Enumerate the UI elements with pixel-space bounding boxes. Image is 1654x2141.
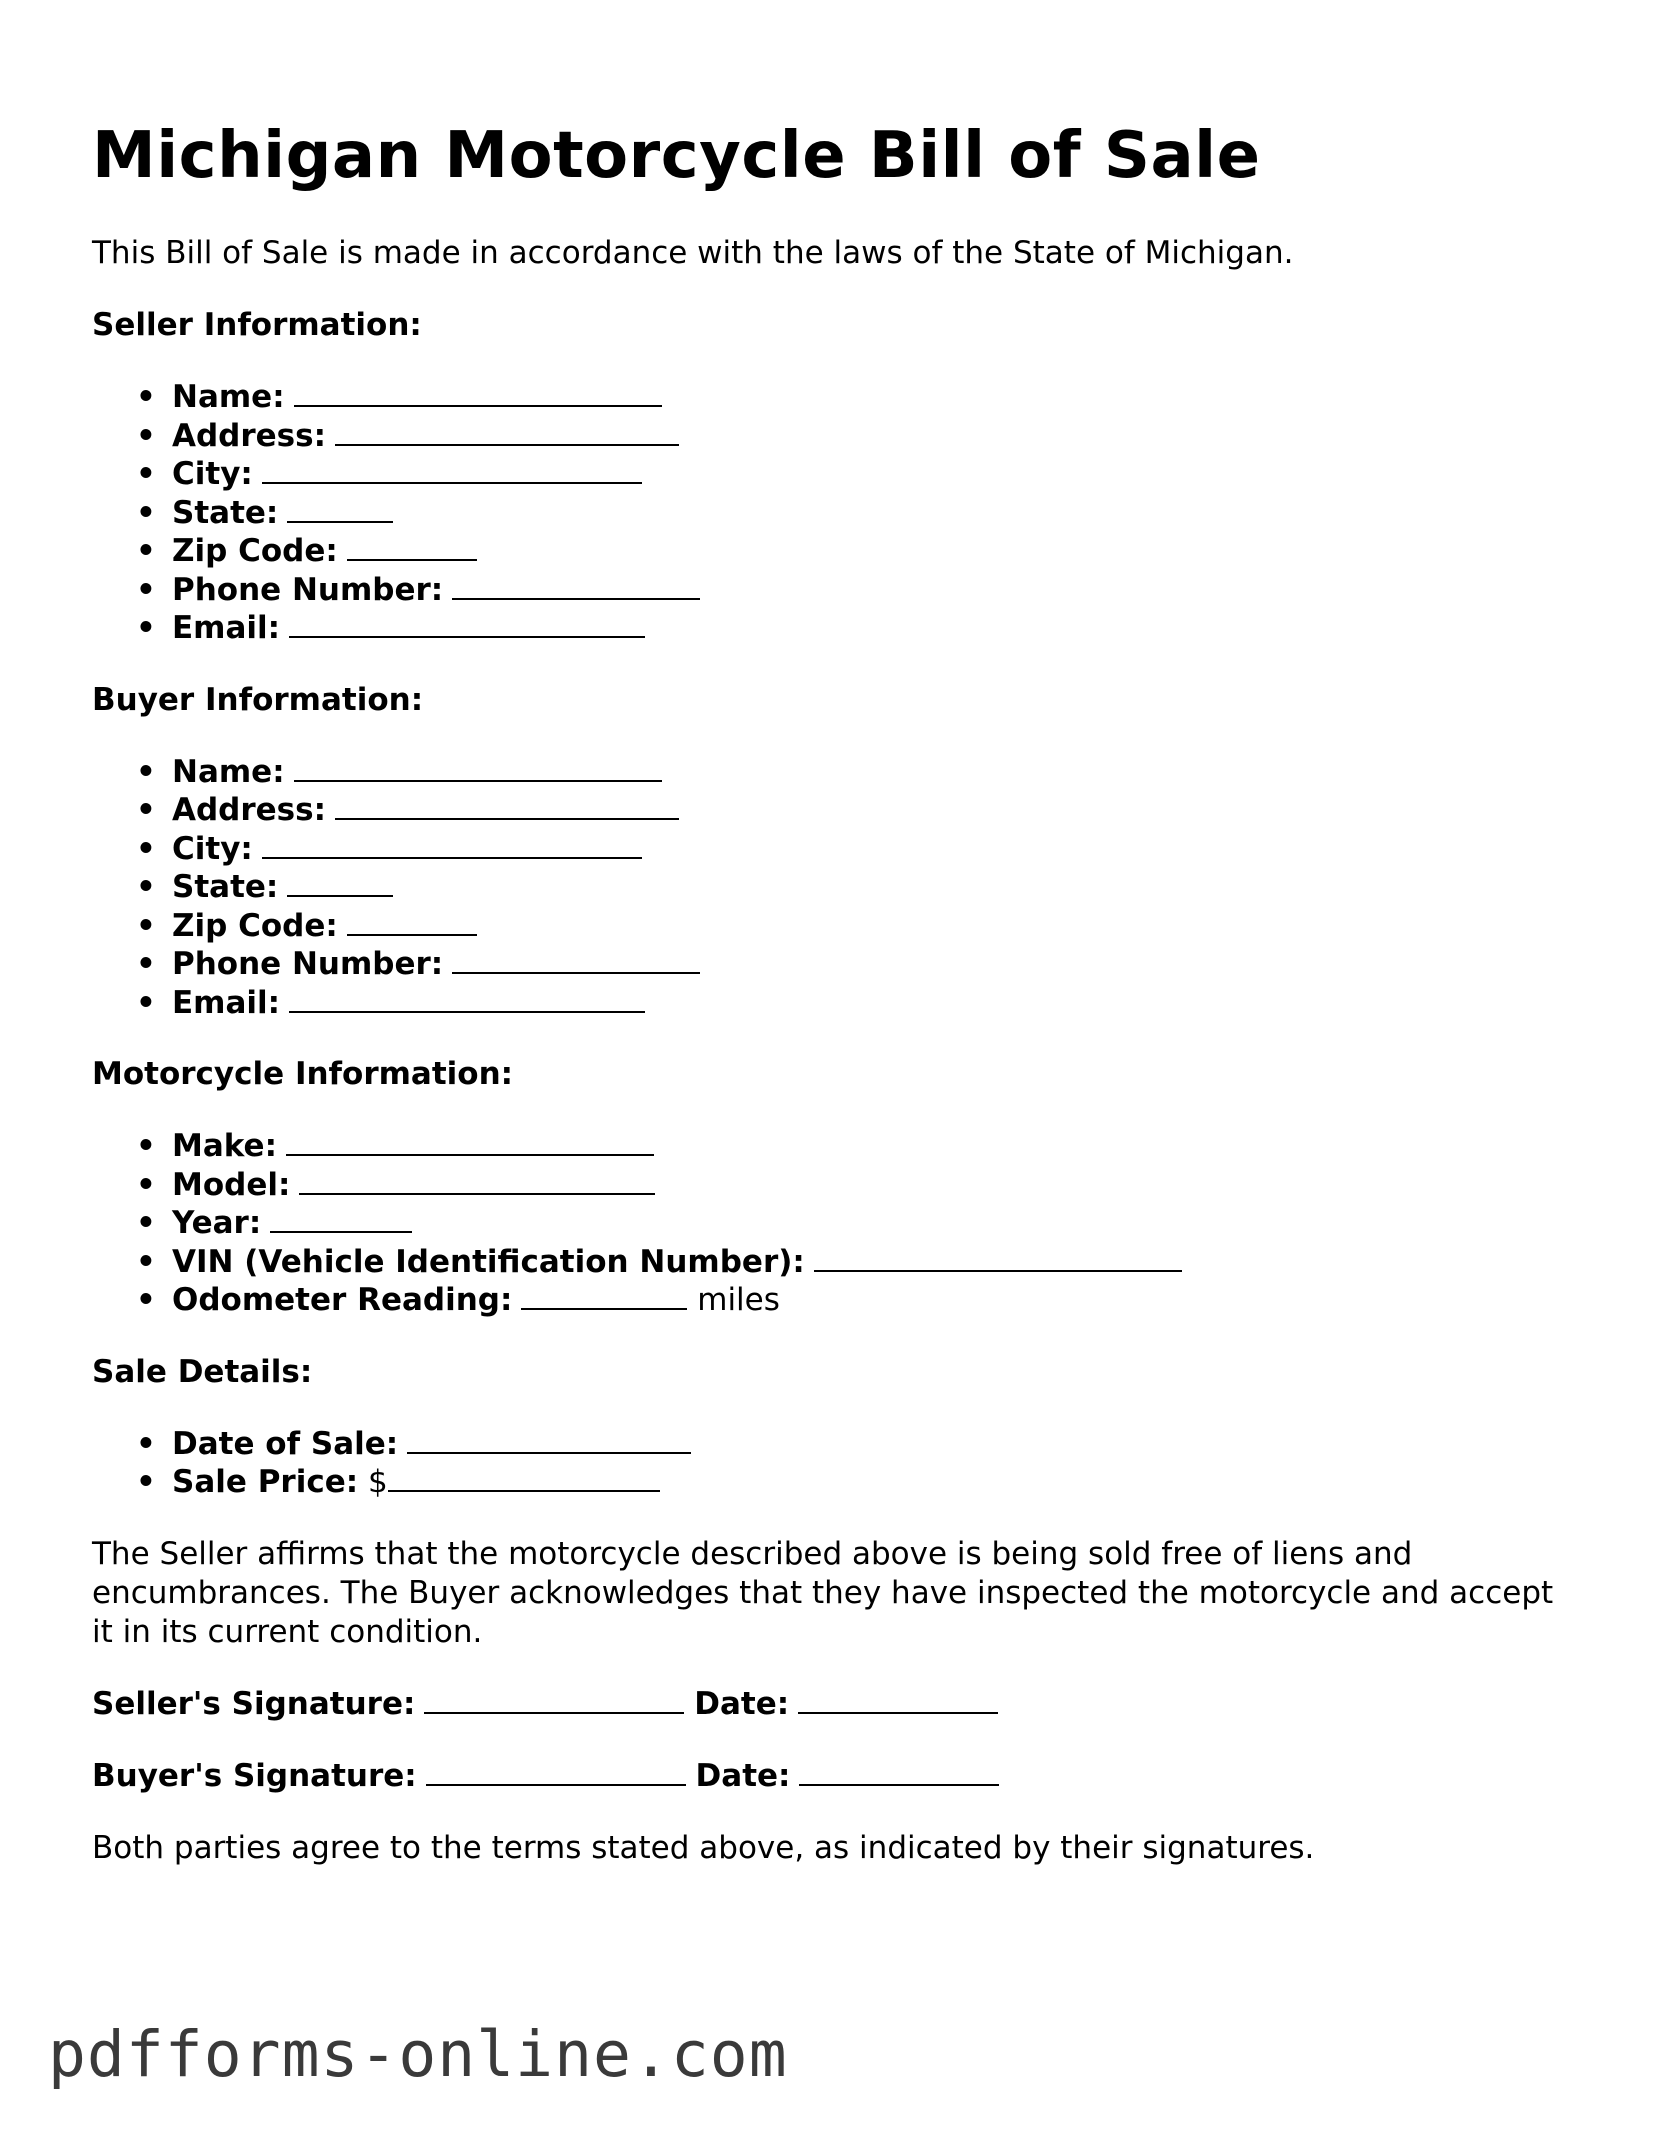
seller-state-field[interactable]	[287, 494, 393, 523]
seller-zip-item	[172, 532, 1572, 571]
sale-date-field[interactable]	[407, 1425, 691, 1454]
sale-date-item	[172, 1425, 1572, 1464]
seller-signature-field[interactable]	[424, 1685, 684, 1714]
seller-name-label: Name:	[172, 379, 285, 415]
motorcycle-odometer-item	[172, 1281, 1572, 1320]
buyer-signature-row	[92, 1757, 1572, 1796]
sale-price-item	[172, 1463, 1572, 1502]
seller-city-field[interactable]	[262, 455, 642, 484]
motorcycle-vin-item	[172, 1243, 1572, 1282]
seller-signature-label: Seller's Signature:	[92, 1685, 416, 1722]
affirmation-text: The Seller affirms that the motorcycle described above is being sold free of liens and encumbrances. The Buyer acknowledges that they have inspected the motorcycle and accept it in its current condition.	[92, 1535, 1554, 1650]
buyer-email-field[interactable]	[289, 984, 645, 1013]
odometer-unit: miles	[697, 1282, 780, 1318]
closing-text: Both parties agree to the terms stated above, as indicated by their signatures.	[92, 1829, 1315, 1866]
buyer-email-label: Email:	[172, 984, 281, 1021]
motorcycle-fields-list	[92, 1127, 1572, 1320]
buyer-state-field[interactable]	[287, 868, 393, 897]
motorcycle-odometer-field[interactable]	[521, 1281, 687, 1310]
buyer-state-item	[172, 868, 1572, 907]
buyer-phone-label: Phone Number:	[172, 946, 444, 982]
buyer-zip-label: Zip Code:	[172, 907, 338, 944]
intro-text: This Bill of Sale is made in accordance with the laws of the State of Michigan.	[92, 235, 1294, 271]
seller-zip-field[interactable]	[347, 532, 477, 561]
seller-date-label: Date:	[694, 1685, 790, 1722]
buyer-city-label: City:	[172, 830, 253, 867]
sale-date-label: Date of Sale:	[172, 1425, 399, 1462]
motorcycle-year-field[interactable]	[270, 1204, 412, 1233]
buyer-address-item	[172, 791, 1572, 830]
motorcycle-model-label: Model:	[172, 1166, 291, 1203]
seller-email-label: Email:	[172, 610, 281, 646]
seller-city-label: City:	[172, 456, 253, 492]
seller-signature-row	[92, 1685, 1572, 1724]
seller-phone-label: Phone Number:	[172, 571, 444, 608]
buyer-name-item	[172, 753, 1572, 792]
watermark-text: pdfforms-online.com	[48, 2018, 788, 2091]
buyer-phone-item	[172, 945, 1572, 984]
seller-zip-label: Zip Code:	[172, 533, 338, 569]
buyer-date-label: Date:	[695, 1757, 791, 1794]
seller-city-item	[172, 455, 1572, 494]
seller-section-heading: Seller Information:	[92, 307, 422, 343]
motorcycle-section-heading: Motorcycle Information:	[92, 1056, 514, 1092]
buyer-state-label: State:	[172, 869, 279, 905]
seller-state-label: State:	[172, 494, 279, 531]
buyer-zip-field[interactable]	[347, 907, 477, 936]
buyer-city-item	[172, 830, 1572, 869]
seller-phone-field[interactable]	[452, 571, 700, 600]
buyer-section-heading: Buyer Information:	[92, 681, 424, 718]
buyer-signature-label: Buyer's Signature:	[92, 1757, 417, 1794]
seller-fields-list	[92, 378, 1572, 648]
motorcycle-make-item	[172, 1127, 1572, 1166]
motorcycle-make-field[interactable]	[286, 1127, 654, 1156]
seller-date-field[interactable]	[798, 1685, 998, 1714]
buyer-date-field[interactable]	[799, 1757, 999, 1786]
sale-price-field[interactable]	[388, 1463, 660, 1492]
buyer-city-field[interactable]	[262, 830, 642, 859]
buyer-address-label: Address:	[172, 792, 326, 828]
motorcycle-year-label: Year:	[172, 1205, 262, 1241]
buyer-email-item	[172, 984, 1572, 1023]
document-title: Michigan Motorcycle Bill of Sale	[92, 119, 1261, 193]
seller-email-item	[172, 609, 1572, 648]
document-page	[92, 116, 1572, 1901]
seller-name-item	[172, 378, 1572, 417]
sale-price-label: Sale Price:	[172, 1464, 359, 1500]
seller-name-field[interactable]	[294, 378, 662, 407]
buyer-phone-field[interactable]	[452, 945, 700, 974]
seller-address-item	[172, 417, 1572, 456]
motorcycle-model-field[interactable]	[299, 1166, 655, 1195]
seller-email-field[interactable]	[289, 609, 645, 638]
motorcycle-model-item	[172, 1166, 1572, 1205]
motorcycle-make-label: Make:	[172, 1128, 277, 1164]
motorcycle-year-item	[172, 1204, 1572, 1243]
buyer-fields-list	[92, 753, 1572, 1023]
sale-section-heading: Sale Details:	[92, 1353, 313, 1390]
seller-state-item	[172, 494, 1572, 533]
buyer-address-field[interactable]	[335, 791, 679, 820]
motorcycle-vin-field[interactable]	[814, 1243, 1182, 1272]
seller-phone-item	[172, 571, 1572, 610]
buyer-name-label: Name:	[172, 753, 285, 790]
motorcycle-odometer-label: Odometer Reading:	[172, 1282, 513, 1318]
buyer-signature-field[interactable]	[426, 1757, 686, 1786]
sale-fields-list	[92, 1425, 1572, 1502]
seller-address-field[interactable]	[335, 417, 679, 446]
motorcycle-vin-label: VIN (Vehicle Identification Number):	[172, 1243, 805, 1280]
buyer-zip-item	[172, 907, 1572, 946]
buyer-name-field[interactable]	[294, 753, 662, 782]
seller-address-label: Address:	[172, 417, 326, 454]
currency-symbol: $	[367, 1464, 388, 1500]
